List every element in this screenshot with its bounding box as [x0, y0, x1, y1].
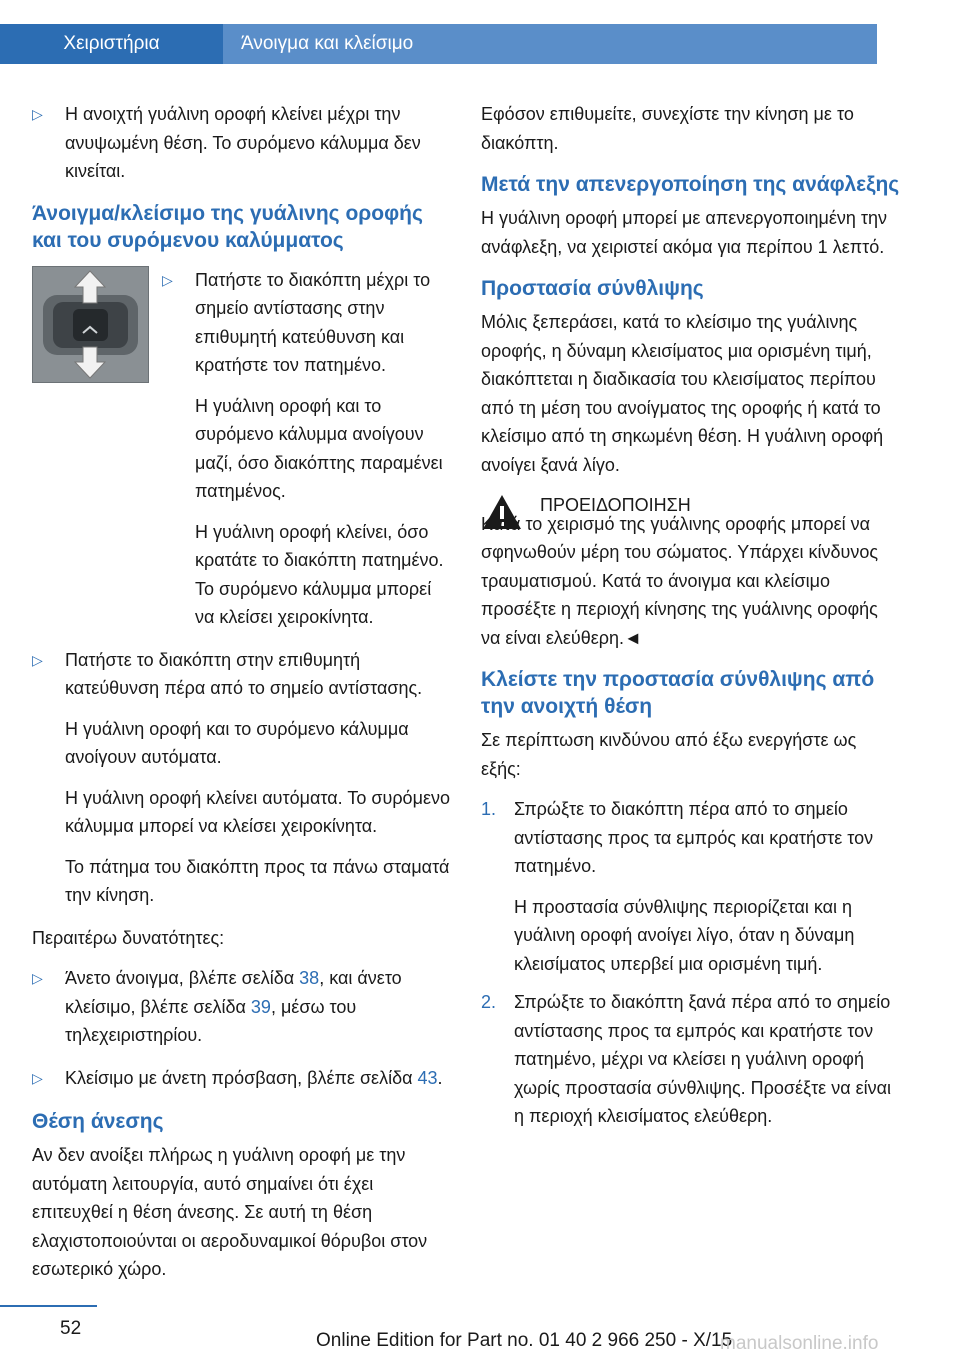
warning-title: ΠΡΟΕΙΔΟΠΟΙΗΣΗ: [540, 495, 691, 515]
section-heading: Κλείστε την προστασία σύνθλιψης από την ανοιχτή θέση: [481, 668, 875, 718]
bullet-text: Πατήστε το διακόπτη στην επιθυμητή κατεύθυνση πέρα από το σημείο αντίστασης.: [65, 649, 423, 698]
more-options-label: Περαιτέρω δυνατότητες:: [32, 927, 225, 948]
pinch-protection-text: Μόλις ξεπεράσει, κατά το κλείσιμο της γυάλινης οροφής, η δύναμη κλεισίματος μια ορισμένη τιμή, διακόπτεται η διαδικασία του κλεισίματος περίπου από τη μέση του ανοίγματος της οροφής ή κατά το κλείσιμο από τη σηκωμένη θέση. Η γυάλινη οροφή ανοίγει ξανά λίγο.: [481, 312, 884, 475]
bullet-text: [65, 964, 452, 1050]
text-span: .: [437, 1067, 443, 1088]
page-link-43[interactable]: 43: [417, 1067, 438, 1088]
text-span: , μέσω του τηλεχειριστηρίου.: [65, 996, 357, 1045]
bullet-text: Η γυάλινη οροφή και το συρόμενο κάλυμμα ανοίγουν αυτόματα.: [65, 718, 409, 767]
roof-switch-image: [32, 266, 149, 383]
bullet-text: Η γυάλινη οροφή κλείνει αυτόματα. Το συρόμενο κάλυμμα μπορεί να κλείσει χειροκίνητα.: [65, 787, 450, 836]
bullet-text: Η γυάλινη οροφή κλείνει, όσο κρατάτε το διακόπτη πατημένο. Το συρόμενο κάλυμμα μπορεί να κλείσει χειροκίνητα.: [195, 521, 444, 627]
figure-row: [32, 266, 452, 646]
header-bar: [0, 24, 877, 64]
step-text: Σπρώξτε το διακόπτη ξανά πέρα από το σημείο αντίστασης προς τα εμπρός και κρατήστε τον πατημένο, μέχρι να κλείσει η γυάλινη οροφή χωρίς προστασία σύνθλιψης. Προσέξτε να είναι η περιοχή κλεισίματος ελεύθερη.: [514, 992, 892, 1126]
right-column: [481, 100, 901, 1141]
bullet-text: Πατήστε το διακόπτη μέχρι το σημείο αντίστασης στην επιθυμητή κατεύθυνση και κρατήστε τον πατημένο.: [195, 269, 431, 375]
left-column: [32, 100, 452, 1284]
bullet-text: Η ανοιχτή γυάλινη οροφή κλείνει μέχρι την ανυψωμένη θέση. Το συρόμενο κάλυμμα δεν κινείται.: [65, 104, 421, 181]
section-heading: Προστασία σύνθλιψης: [481, 277, 704, 300]
list-item: [481, 988, 901, 1131]
page-link-38[interactable]: 38: [299, 968, 320, 988]
section-heading: Μετά την απενεργοποίηση της ανάφλεξης: [481, 173, 900, 196]
after-ignition-text: Η γυάλινη οροφή μπορεί με απενεργοποιημένη την ανάφλεξη, να χειριστεί ακόμα για περίπου 1 λεπτό.: [481, 208, 887, 257]
bullet-text: [65, 1064, 452, 1093]
watermark-text: manualsonline.info: [720, 1333, 879, 1354]
bullet-triangle-icon: ▷: [32, 970, 43, 986]
list-item: [32, 100, 452, 186]
list-item: [32, 964, 452, 1050]
step-text: Σπρώξτε το διακόπτη πέρα από το σημείο αντίστασης προς τα εμπρός και κρατήστε τον πατημένο.: [514, 799, 874, 876]
section-title: Άνοιγμα και κλείσιμο: [223, 24, 877, 64]
bullet-triangle-icon: ▷: [32, 106, 43, 122]
list-item: [481, 795, 901, 978]
step-text: Η προστασία σύνθλιψης περιορίζεται και η γυάλινη οροφή ανοίγει λίγο, όταν η δύναμη κλεισίματος υπερβεί μια ορισμένη τιμή.: [514, 896, 855, 974]
bullet-triangle-icon: ▷: [162, 271, 173, 288]
bullet-triangle-icon: ▷: [32, 1069, 43, 1086]
section-heading: Άνοιγμα/κλείσιμο της γυάλινης οροφής και του συρόμενου καλύμματος: [32, 201, 423, 252]
edition-text: Online Edition for Part no. 01 40 2 966 250 - X/15: [316, 1330, 733, 1351]
section-heading: Θέση άνεσης: [32, 1110, 164, 1133]
page-link-39[interactable]: 39: [250, 996, 271, 1017]
chapter-tab[interactable]: Χειριστήρια: [0, 24, 223, 64]
text-span: Άνετο άνοιγμα, βλέπε σελίδα: [65, 968, 300, 988]
step-number: 1.: [481, 799, 497, 819]
intro-text: Εφόσον επιθυμείτε, συνεχίστε την κίνηση με το διακόπτη.: [481, 104, 854, 153]
text-span: , και άνετο κλείσιμο, βλέπε σελίδα: [65, 968, 402, 1017]
list-item: [32, 646, 452, 910]
list-item: [162, 266, 452, 632]
list-item: [32, 1064, 452, 1093]
warning-text: Κατά το χειρισμό της γυάλινης οροφής μπορεί να σφηνωθούν μέρη του σώματος. Υπάρχει κίνδυνος τραυματισμού. Κατά το άνοιγμα και κλείσιμο προσέξτε η περιοχή κίνησης της γυάλινης οροφής να είναι ελεύθερη.◄: [481, 513, 879, 648]
comfort-position-text: Αν δεν ανοίξει πλήρως η γυάλινη οροφή με την αυτόματη λειτουργία, αυτό σημαίνει ότι έχει επιτευχθεί η θέση άνεσης. Σε αυτή τη θέση ελαχιστοποιούνται οι αεροδυναμικοί θόρυβοι στον εσωτερικό χώρο.: [32, 1145, 428, 1279]
danger-text: Σε περίπτωση κινδύνου από έξω ενεργήστε ως εξής:: [481, 730, 857, 779]
text-span: Κλείσιμο με άνετη πρόσβαση, βλέπε σελίδα: [65, 1067, 418, 1088]
page-number: 52: [60, 1318, 82, 1339]
bullet-text: Το πάτημα του διακόπτη προς τα πάνω σταματά την κίνηση.: [65, 856, 450, 905]
bullet-triangle-icon: ▷: [32, 651, 43, 668]
bullet-text: Η γυάλινη οροφή και το συρόμενο κάλυμμα ανοίγουν μαζί, όσο διακόπτης παραμένει πατημένος.: [195, 395, 443, 501]
step-number: 2.: [481, 992, 497, 1012]
footer-divider: [0, 1305, 97, 1307]
